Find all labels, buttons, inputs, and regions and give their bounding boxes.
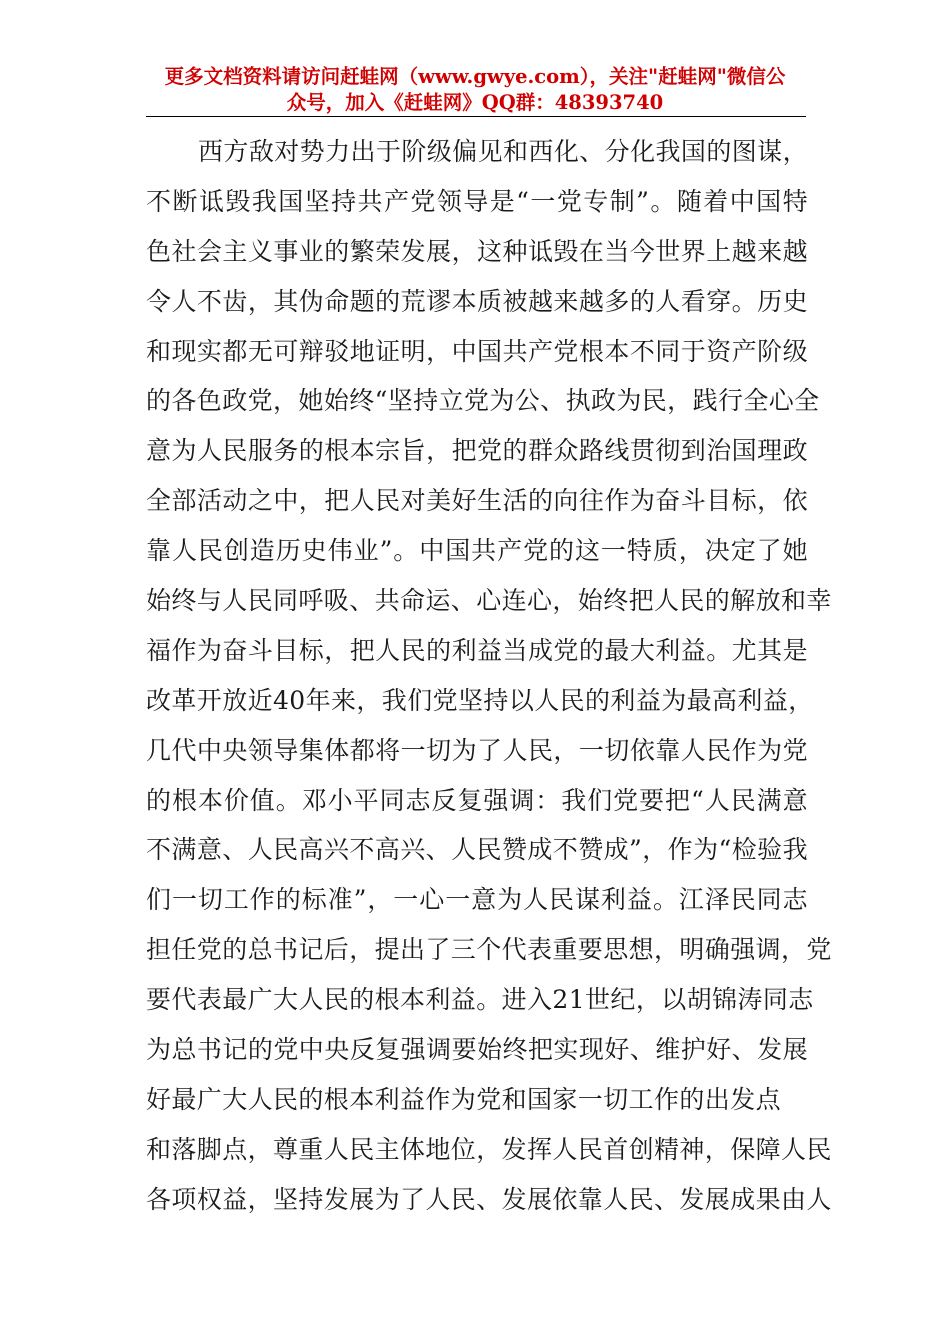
paragraph-line: 令人不齿，其伪命题的荒谬本质被越来越多的人看穿。历史 [146,286,808,316]
article-paragraph [146,127,832,1225]
paragraph-line: 要代表最广大人民的根本利益。进入21世纪，以胡锦涛同志 [146,985,814,1015]
header-line-2: 众号，加入《赶蛙网》QQ群：48393740 [286,91,664,114]
header-divider [146,116,806,117]
paragraph-line: 的各色政党，她始终“坚持立党为公、执政为民，践行全心全 [146,386,820,416]
paragraph-line: 全部活动之中，把人民对美好生活的向往作为奋斗目标，依 [146,486,808,516]
paragraph-line: 担任党的总书记后，提出了三个代表重要思想，明确强调，党 [146,935,832,965]
paragraph-line: 几代中央领导集体都将一切为了人民，一切依靠人民作为党 [146,735,808,765]
paragraph-line: 改革开放近40年来，我们党坚持以人民的利益为最高利益， [146,685,814,715]
paragraph-line: 为总书记的党中央反复强调要始终把实现好、维护好、发展 [146,1035,808,1065]
header-line-1: 更多文档资料请访问赶蛙网（www.gwye.com），关注"赶蛙网"微信公 [164,65,786,88]
paragraph-line: 始终与人民同呼吸、共命运、心连心，始终把人民的解放和幸 [146,586,832,616]
paragraph-line: 好最广大人民的根本利益作为党和国家一切工作的出发点 [146,1084,782,1114]
site-promo-header [130,64,820,116]
paragraph-line: 色社会主义事业的繁荣发展，这种诋毁在当今世界上越来越 [146,236,808,266]
paragraph-line: 福作为奋斗目标，把人民的利益当成党的最大利益。尤其是 [146,635,808,665]
paragraph-line: 的根本价值。邓小平同志反复强调：我们党要把“人民满意 [146,785,808,815]
paragraph-line: 不满意、人民高兴不高兴、人民赞成不赞成”，作为“检验我 [146,835,808,865]
paragraph-line: 们一切工作的标准”，一心一意为人民谋利益。江泽民同志 [146,885,808,915]
paragraph-line: 西方敌对势力出于阶级偏见和西化、分化我国的图谋， [198,137,808,166]
paragraph-line: 各项权益，坚持发展为了人民、发展依靠人民、发展成果由人 [146,1184,832,1214]
paragraph-line: 意为人民服务的根本宗旨，把党的群众路线贯彻到治国理政 [146,436,808,466]
paragraph-line: 和现实都无可辩驳地证明，中国共产党根本不同于资产阶级 [146,336,808,366]
paragraph-line: 靠人民创造历史伟业”。中国共产党的这一特质，决定了她 [146,536,808,566]
paragraph-line: 和落脚点，尊重人民主体地位，发挥人民首创精神，保障人民 [146,1134,832,1164]
paragraph-line: 不断诋毁我国坚持共产党领导是“一党专制”。随着中国特 [146,186,808,216]
